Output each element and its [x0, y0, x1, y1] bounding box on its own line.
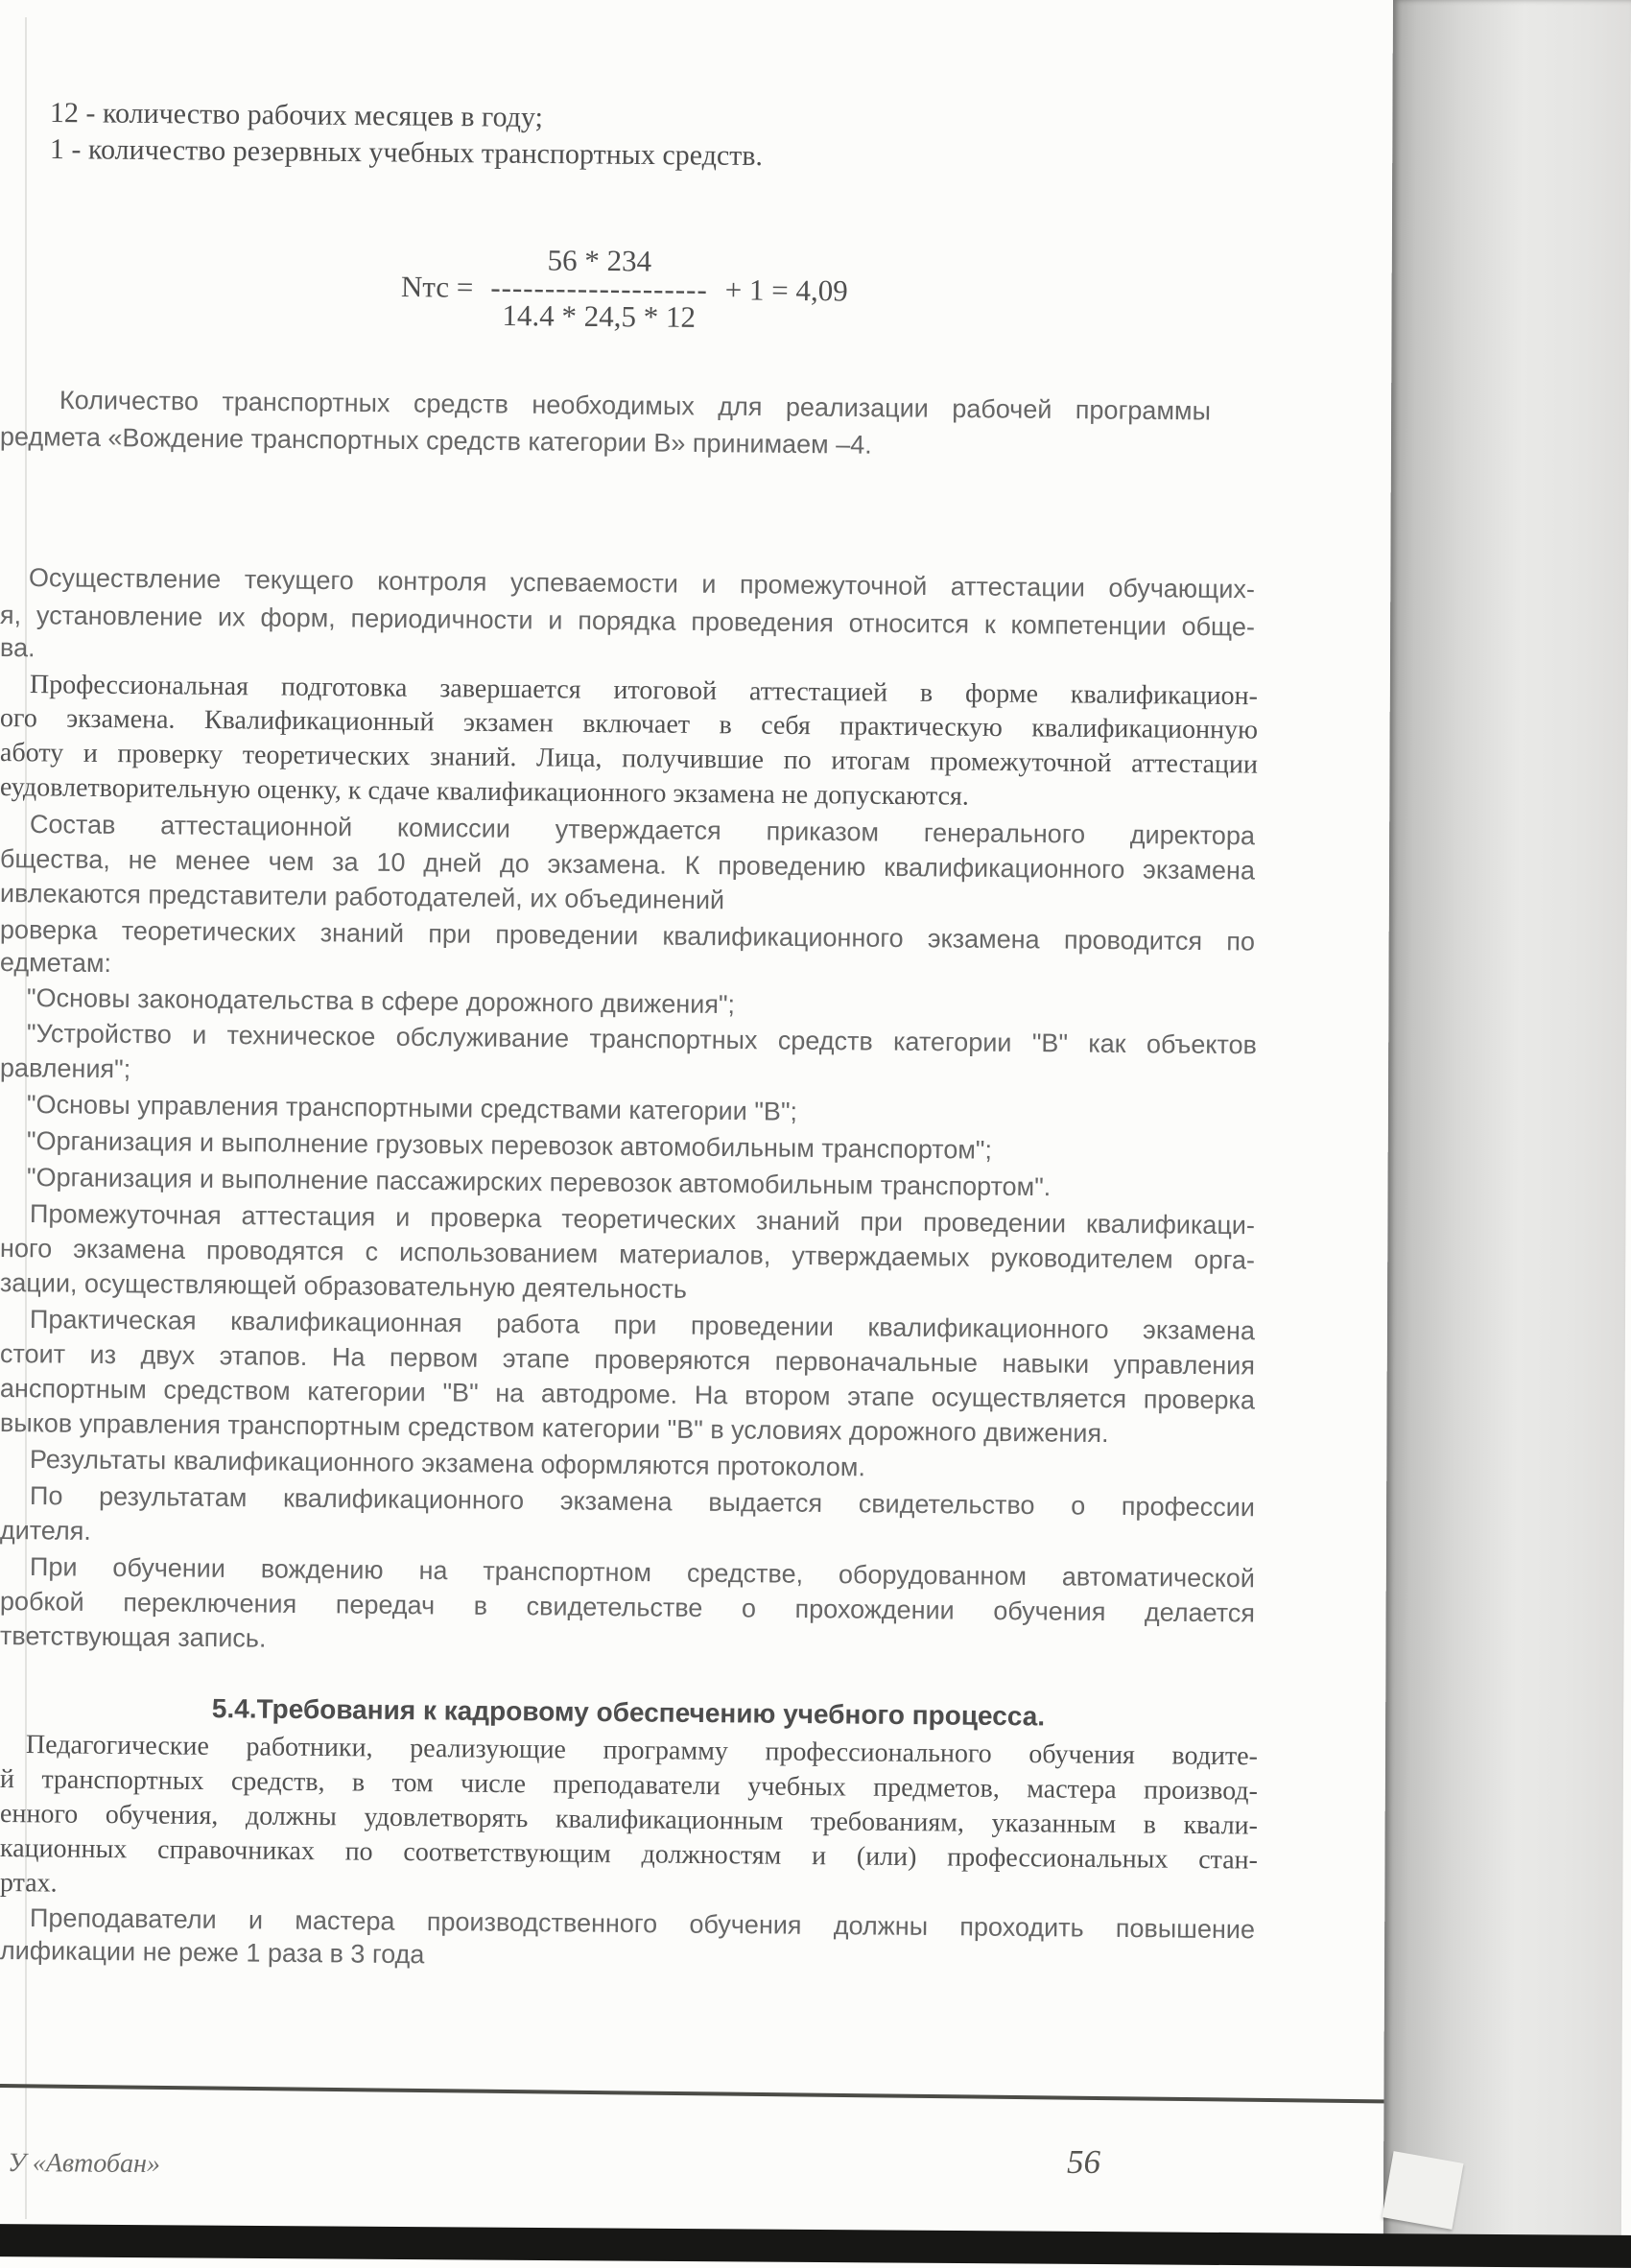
- text-line: енного обучения, должны удовлетворять квалификационным требованиям, указанным в квали-: [0, 1799, 1259, 1841]
- text-line: "Устройство и техническое обслуживание транспортных средств категории "В" как объектов: [26, 1019, 1258, 1060]
- text-line: еудовлетворительную оценку, к сдаче квалификационного экзамена не допускаются.: [0, 772, 969, 812]
- text-line: бщества, не менее чем за 10 дней до экзамена. К проведению квалификационного экзамена: [0, 844, 1256, 886]
- text-line: Промежуточная аттестация и проверка теоретических знаний при проведении квалификаци-: [29, 1199, 1256, 1240]
- formula-numerator: 56 * 234: [547, 243, 652, 278]
- text-line: выков управления транспортным средством категории "В" в условиях дорожного движения.: [0, 1408, 1109, 1449]
- text-line: лификации не реже 1 раза в 3 года: [0, 1936, 425, 1970]
- text-line: тветствующая запись.: [0, 1621, 267, 1653]
- text-line: ва.: [0, 633, 35, 663]
- formula-fraction-line: --------------------: [490, 270, 708, 307]
- text-line: "Основы законодательства в сфере дорожного движения";: [26, 983, 736, 1020]
- text-line: Преподаватели и мастера производственного обучения должны проходить повышение: [29, 1903, 1256, 1945]
- text-line: едметам:: [0, 948, 112, 979]
- formula: [401, 242, 849, 336]
- text-line: Осуществление текущего контроля успеваемости и промежуточной аттестации обучающих-: [28, 563, 1256, 604]
- formula-rhs: + 1 = 4,09: [724, 272, 848, 308]
- text-line: редмета «Вождение транспортных средств категории В» принимаем –4.: [0, 422, 872, 460]
- text-line: аботу и проверку теоретических знаний. Лица, получившие по итогам промежуточной аттестации: [0, 738, 1259, 780]
- text-line: "Организация и выполнение пассажирских перевозок автомобильным транспортом".: [26, 1163, 1052, 1202]
- text-line: ого экзамена. Квалификационный экзамен включает в себя практическую квалификационную: [0, 703, 1259, 745]
- text-line: зации, осуществляющей образовательную деятельность: [0, 1268, 688, 1304]
- page-number: 56: [1067, 2143, 1100, 2181]
- text-line: я, установление их форм, периодичности и порядка проведения относится к компетенции обще-: [0, 601, 1256, 642]
- text-line: кационных справочниках по соответствующим должностям и (или) профессиональных стан-: [0, 1833, 1259, 1876]
- text-line: анспортным средством категории "В" на автодроме. На втором этапе осуществляется проверка: [0, 1374, 1256, 1415]
- book-page-edge-band: [1383, 0, 1631, 2243]
- page-curl: [1382, 2151, 1463, 2230]
- text-line: й транспортных средств, в том числе преподаватели учебных предметов, мастера производ-: [0, 1764, 1259, 1807]
- text-line: ивлекаются представители работодателей, их объединений: [0, 879, 725, 915]
- text-line: Практическая квалификационная работа при проведении квалификационного экзамена: [29, 1305, 1256, 1346]
- section-heading: 5.4.Требования к кадровому обеспечению учебного процесса.: [211, 1693, 1046, 1732]
- text-line: Педагогические работники, реализующие программу профессионального обучения водите-: [25, 1730, 1259, 1772]
- text-line: ртах.: [0, 1868, 58, 1899]
- formula-fraction: [490, 243, 708, 335]
- text-line: Состав аттестационной комиссии утверждается приказом генерального директора: [29, 810, 1256, 851]
- text-line: Количество транспортных средств необходимых для реализации рабочей программы: [59, 386, 1212, 426]
- text-line: робкой переключения передач в свидетельстве о прохождении обучения делается: [0, 1587, 1256, 1628]
- footer-brand: У «Автобан»: [7, 2148, 161, 2180]
- formula-lhs: Nтс =: [400, 270, 474, 304]
- text-line: Профессиональная подготовка завершается итоговой аттестацией в форме квалификацион-: [29, 670, 1259, 712]
- definition-line: 1 - количество резервных учебных транспортных средств.: [49, 133, 764, 173]
- text-line: По результатам квалификационного экзамена выдается свидетельство о профессии: [29, 1481, 1256, 1523]
- formula-denominator: 14.4 * 24,5 * 12: [502, 298, 697, 334]
- text-line: роверка теоретических знаний при проведении квалификационного экзамена проводится по: [0, 915, 1256, 957]
- text-line: Результаты квалификационного экзамена оформляются протоколом.: [29, 1445, 866, 1482]
- text-line: стоит из двух этапов. На первом этапе проверяются первоначальные навыки управления: [0, 1339, 1256, 1381]
- text-line: равления";: [0, 1053, 131, 1084]
- definition-line: 12 - количество рабочих месяцев в году;: [49, 97, 544, 133]
- text-line: "Организация и выполнение грузовых перевозок автомобильным транспортом";: [26, 1126, 993, 1165]
- text-line: "Основы управления транспортными средствами категории "В";: [26, 1090, 798, 1126]
- footer-rule: [0, 2084, 1412, 2104]
- text-line: ного экзамена проводятся с использованием материалов, утверждаемых руководителем орга-: [0, 1234, 1256, 1275]
- text-line: При обучении вождению на транспортном средстве, оборудованном автоматической: [29, 1552, 1256, 1594]
- text-line: дителя.: [0, 1516, 92, 1546]
